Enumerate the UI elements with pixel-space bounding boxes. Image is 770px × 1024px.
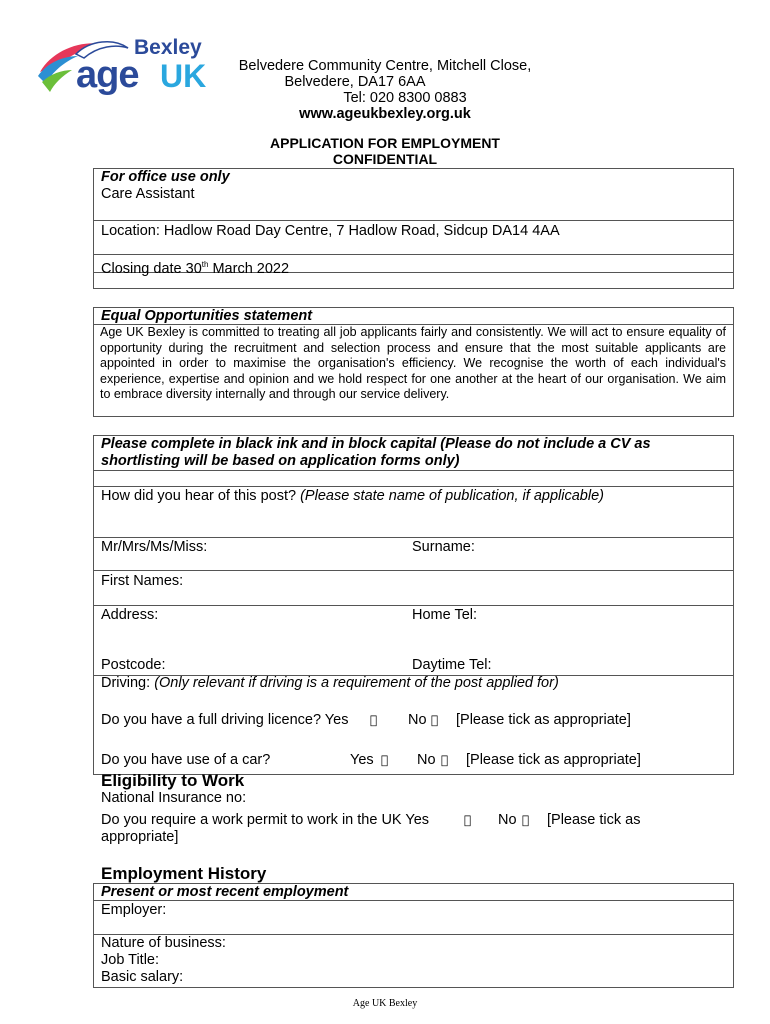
location-text: Location: Hadlow Road Day Centre, 7 Hadlow Road, Sidcup DA14 4AA <box>101 223 560 239</box>
home-tel-field[interactable]: Home Tel: <box>412 607 478 623</box>
logo-age-text: age <box>76 54 139 96</box>
logo-bexley-text: Bexley <box>134 36 202 59</box>
licence-yes-checkbox[interactable] <box>370 712 377 729</box>
surname-field[interactable]: Surname: <box>412 539 475 555</box>
permit-no-label: No <box>498 812 517 828</box>
page-footer: Age UK Bexley <box>352 998 418 1009</box>
permit-no-checkbox[interactable] <box>522 812 529 829</box>
form-title-line-2: CONFIDENTIAL <box>332 151 438 167</box>
eligibility-heading: Eligibility to Work <box>101 771 245 790</box>
car-yes-checkbox[interactable] <box>381 752 388 769</box>
permit-tick-note-1: [Please tick as <box>547 812 641 828</box>
equal-opportunities-text: Age UK Bexley is committed to treating all job applicants fairly and consistently. We will act to ensure equality of opportunity during the recruitment and selection process and ensure that the most suitable applicants are appointed in order to maximise the organisation's efficiency. We recognise the worth of each individual's experience, expertise and opinion and we hold respect for one another at the heart of our organisation. We aim to embrace diversity internally and through our service delivery. <box>100 325 726 402</box>
basic-salary-field[interactable]: Basic salary: <box>101 969 184 985</box>
driving-licence-question: Do you have a full driving licence? Yes <box>101 712 349 728</box>
car-no-checkbox[interactable] <box>441 752 448 769</box>
hear-of-post-field[interactable]: How did you hear of this post? (Please state name of publication, if applicable) <box>101 488 604 504</box>
employment-history-heading: Employment History <box>101 864 267 883</box>
post-title: Care Assistant <box>101 186 195 202</box>
licence-no-label: No <box>408 712 427 728</box>
licence-no-checkbox[interactable] <box>431 712 438 729</box>
website-link[interactable]: www.ageukbexley.org.uk <box>299 106 471 122</box>
address-line-2: Belvedere, DA17 6AA <box>284 74 426 90</box>
work-permit-question: Do you require a work permit to work in the UK Yes <box>101 812 430 828</box>
nature-of-business-field[interactable]: Nature of business: <box>101 935 226 951</box>
org-address <box>230 58 540 122</box>
permit-tick-note-2: appropriate] <box>101 829 179 845</box>
job-title-field[interactable]: Job Title: <box>101 952 160 968</box>
age-uk-bexley-logo <box>36 34 211 104</box>
car-yes-label: Yes <box>350 752 374 768</box>
ni-number-field[interactable]: National Insurance no: <box>101 790 247 806</box>
permit-yes-checkbox[interactable] <box>464 812 471 829</box>
form-title-line-1: APPLICATION FOR EMPLOYMENT <box>270 135 500 151</box>
form-title <box>230 135 540 167</box>
office-use-heading: For office use only <box>101 169 230 185</box>
logo-uk-text: UK <box>160 58 207 94</box>
recent-employment-heading: Present or most recent employment <box>101 884 349 900</box>
tel-line: Tel: 020 8300 0883 <box>343 90 467 106</box>
driving-label: Driving: (Only relevant if driving is a requirement of the post applied for) <box>101 675 559 691</box>
instructions-text: Please complete in black ink and in block capital (Please do not include a CV as shortlisting will be based on application forms only) <box>101 436 651 469</box>
car-tick-note: [Please tick as appropriate] <box>466 752 641 768</box>
postcode-field[interactable]: Postcode: <box>101 657 166 673</box>
employer-field[interactable]: Employer: <box>101 902 167 918</box>
closing-date: Closing date 30th March 2022 <box>101 260 290 277</box>
first-names-field[interactable]: First Names: <box>101 573 184 589</box>
address-field[interactable]: Address: <box>101 607 159 623</box>
equal-opportunities-heading: Equal Opportunities statement <box>101 308 313 324</box>
daytime-tel-field[interactable]: Daytime Tel: <box>412 657 492 673</box>
car-no-label: No <box>417 752 436 768</box>
title-field[interactable]: Mr/Mrs/Ms/Miss: <box>101 539 208 555</box>
licence-tick-note: [Please tick as appropriate] <box>456 712 631 728</box>
use-of-car-question: Do you have use of a car? <box>101 752 271 768</box>
address-line-1: Belvedere Community Centre, Mitchell Close, <box>238 58 532 74</box>
